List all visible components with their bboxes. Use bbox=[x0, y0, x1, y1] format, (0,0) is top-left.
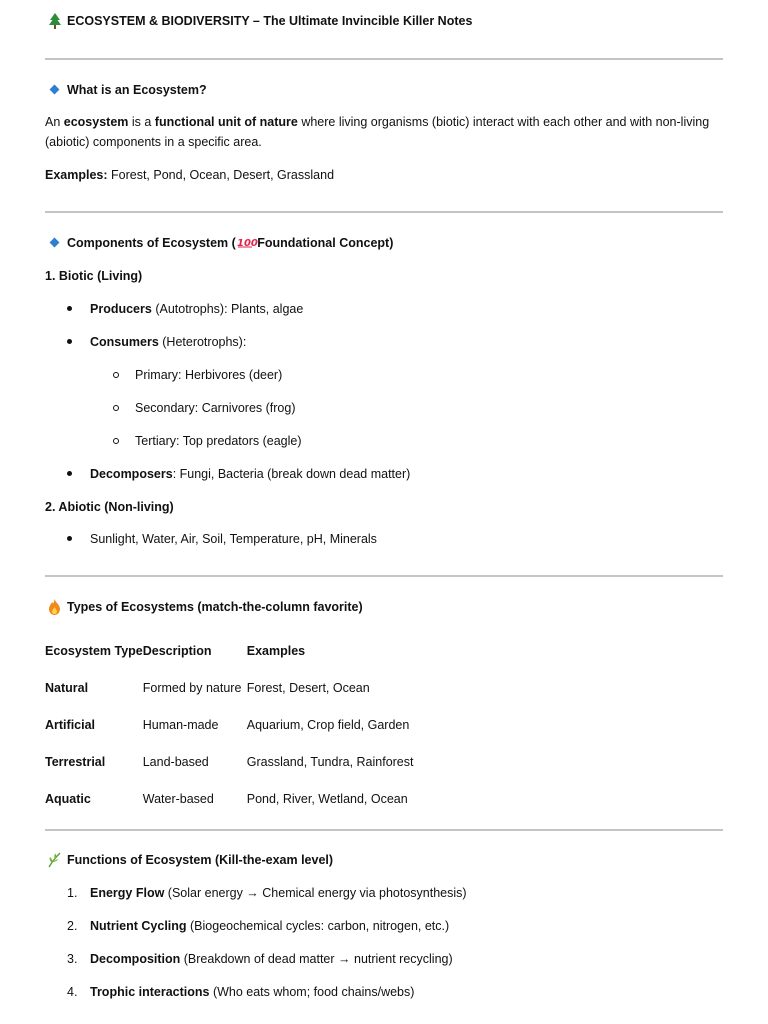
fire-icon bbox=[48, 599, 61, 618]
list-number: 3. bbox=[67, 952, 78, 966]
term: Decomposition bbox=[90, 952, 181, 966]
table-row bbox=[45, 743, 413, 780]
table-cell: Land-based bbox=[142, 754, 209, 769]
definition-paragraph bbox=[45, 114, 709, 130]
term: Energy Flow bbox=[90, 886, 165, 900]
section-heading-types: Types of Ecosystems (match-the-column favorite) bbox=[67, 600, 363, 614]
list-item-energy-flow bbox=[90, 885, 467, 901]
heading-text: Foundational Concept) bbox=[253, 236, 394, 250]
list-item-consumers bbox=[90, 334, 246, 350]
table-cell: Forest, Desert, Ocean bbox=[246, 680, 370, 695]
sub-list-item: Secondary: Carnivores (frog) bbox=[135, 401, 296, 415]
term-decomposers: Decomposers bbox=[90, 467, 173, 481]
divider bbox=[45, 58, 723, 60]
list-item-decomposition bbox=[90, 951, 453, 967]
term: Trophic interactions bbox=[90, 985, 210, 999]
list-item-producers bbox=[90, 301, 303, 317]
divider bbox=[45, 211, 723, 213]
table-cell: Pond, River, Wetland, Ocean bbox=[246, 791, 408, 806]
diamond-icon bbox=[50, 85, 60, 95]
section-heading-components bbox=[67, 235, 393, 251]
herb-icon bbox=[47, 852, 62, 871]
hollow-bullet-icon bbox=[113, 372, 119, 378]
term-ecosystem: ecosystem bbox=[63, 115, 129, 129]
list-number: 4. bbox=[67, 985, 78, 999]
table-cell: Terrestrial bbox=[45, 754, 106, 769]
text: is a bbox=[128, 115, 155, 129]
column-header: Ecosystem Type bbox=[45, 643, 143, 658]
table-cell: Water-based bbox=[142, 791, 214, 806]
text: (Breakdown of dead matter → nutrient recycling) bbox=[180, 952, 453, 966]
table-header-row bbox=[45, 632, 413, 669]
heading-text: Components of Ecosystem ( bbox=[67, 236, 236, 250]
text: An bbox=[45, 115, 64, 129]
table-cell: Aquatic bbox=[45, 791, 91, 806]
diamond-icon bbox=[50, 238, 60, 248]
term-producers: Producers bbox=[90, 302, 152, 316]
divider bbox=[45, 829, 723, 831]
biotic-heading: 1. Biotic (Living) bbox=[45, 269, 143, 283]
text: : Fungi, Bacteria (break down dead matter) bbox=[172, 467, 411, 481]
table-cell: Human-made bbox=[142, 717, 219, 732]
divider bbox=[45, 575, 723, 577]
bullet-icon bbox=[67, 471, 72, 476]
tree-icon bbox=[48, 13, 62, 32]
sub-list-item: Tertiary: Top predators (eagle) bbox=[135, 434, 302, 448]
list-number: 1. bbox=[67, 886, 78, 900]
text: (Autotrophs): Plants, algae bbox=[151, 302, 304, 316]
bullet-icon bbox=[67, 536, 72, 541]
list-item-trophic-interactions bbox=[90, 984, 414, 1000]
text: (Who eats whom; food chains/webs) bbox=[209, 985, 415, 999]
section-heading-what-is-ecosystem: What is an Ecosystem? bbox=[67, 83, 207, 97]
abiotic-heading: 2. Abiotic (Non-living) bbox=[45, 500, 174, 514]
hollow-bullet-icon bbox=[113, 405, 119, 411]
table-cell: Aquarium, Crop field, Garden bbox=[246, 717, 410, 732]
table-cell: Artificial bbox=[45, 717, 96, 732]
document-title: ECOSYSTEM & BIODIVERSITY – The Ultimate Invincible Killer Notes bbox=[67, 14, 473, 28]
table-cell: Natural bbox=[45, 680, 89, 695]
text: (Solar energy → Chemical energy via photosynthesis) bbox=[164, 886, 467, 900]
bullet-icon bbox=[67, 306, 72, 311]
term: Nutrient Cycling bbox=[90, 919, 187, 933]
examples-label: Examples: bbox=[45, 168, 108, 182]
bullet-icon bbox=[67, 339, 72, 344]
list-item-decomposers bbox=[90, 466, 410, 482]
term-functional-unit: functional unit of nature bbox=[154, 115, 298, 129]
text: where living organisms (biotic) interact with each other and with non-living bbox=[297, 115, 710, 129]
table-row bbox=[45, 669, 413, 706]
text: (Biogeochemical cycles: carbon, nitrogen, etc.) bbox=[186, 919, 450, 933]
column-header: Examples bbox=[246, 643, 306, 658]
hundred-points-icon bbox=[236, 236, 258, 249]
table-cell: Formed by nature bbox=[142, 680, 242, 695]
text: (Heterotrophs): bbox=[158, 335, 247, 349]
hollow-bullet-icon bbox=[113, 438, 119, 444]
list-item-nutrient-cycling bbox=[90, 918, 449, 934]
examples-line bbox=[45, 167, 334, 183]
sub-list-item: Primary: Herbivores (deer) bbox=[135, 368, 283, 382]
examples-text: Forest, Pond, Ocean, Desert, Grassland bbox=[107, 168, 335, 182]
list-number: 2. bbox=[67, 919, 78, 933]
table-row bbox=[45, 706, 413, 743]
table-row bbox=[45, 780, 413, 817]
term-consumers: Consumers bbox=[90, 335, 159, 349]
definition-paragraph-line2: (abiotic) components in a specific area. bbox=[45, 135, 262, 149]
list-item-abiotic: Sunlight, Water, Air, Soil, Temperature, pH, Minerals bbox=[90, 532, 377, 546]
section-heading-functions: Functions of Ecosystem (Kill-the-exam level) bbox=[67, 853, 334, 867]
table-cell: Grassland, Tundra, Rainforest bbox=[246, 754, 414, 769]
column-header: Description bbox=[142, 643, 212, 658]
ecosystem-types-table bbox=[45, 632, 413, 817]
svg-text:100: 100 bbox=[236, 238, 258, 249]
